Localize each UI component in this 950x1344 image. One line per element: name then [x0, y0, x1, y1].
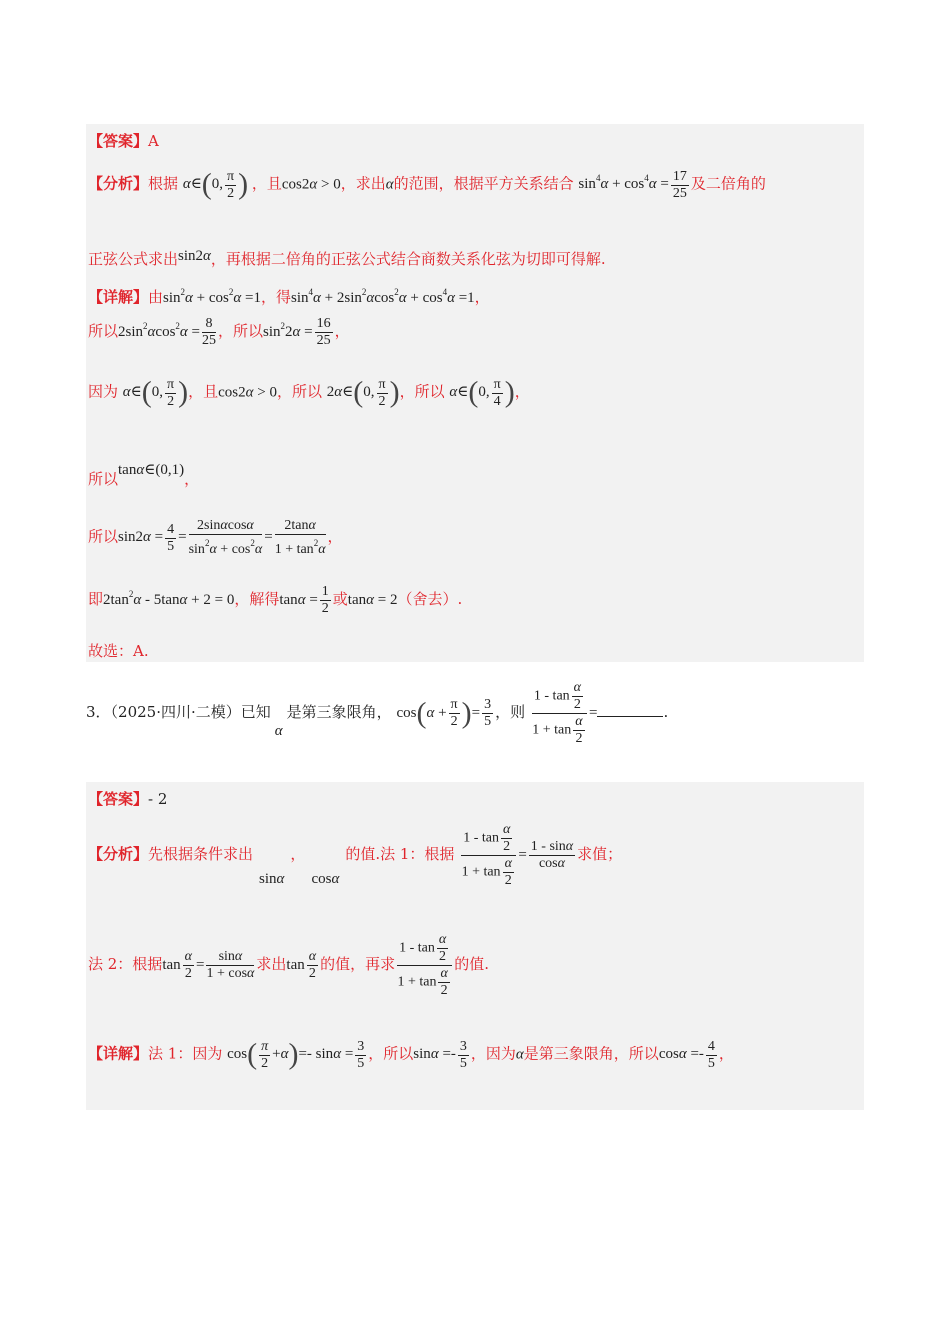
detail-text: ，得 [260, 288, 291, 306]
answer-line [88, 130, 159, 151]
detail-line-3 [88, 376, 530, 410]
math-solution-1: tanα = $\frac{1}{2}$ [279, 584, 329, 616]
detail-text: ， [718, 1044, 734, 1063]
detail-text: ， [334, 321, 350, 340]
analysis-text: 求值； [577, 844, 623, 863]
conclusion-line [88, 640, 149, 661]
math-alpha: α [385, 176, 394, 193]
detail-text: 由 [148, 288, 164, 306]
math-given: cos(α + $\frac{\pi}{2}$ )= $\frac{3}{5}$ [396, 696, 492, 730]
detail-line-4 [88, 460, 199, 489]
detail-tag: 【详解】 [88, 288, 149, 306]
answer-panel-1 [86, 124, 864, 662]
math-cond-2a: 2α∈(0, $\frac{\pi}{2}$ ) [326, 376, 400, 409]
detail-line-2 [88, 316, 350, 349]
detail-text: 法 1：因为 [148, 1044, 223, 1063]
math-target-expr: 1 - tan $\frac{\alpha}{2}$ 1 + tan $\frac{\alpha}{2}$ = [532, 680, 598, 746]
question-text: 是第三象限角， [286, 702, 392, 721]
math-cond-a4: α∈(0, $\frac{\pi}{4}$ ) [449, 376, 515, 409]
math-tan-half: tan $\frac{\alpha}{2}$ [286, 949, 317, 981]
math-identity: $\sin^2\alpha + \cos^2\alpha =1$ [163, 287, 261, 306]
math-half-angle: tan $\frac{\alpha}{2}$ = $\frac{\sin\alpha}{1 + \cos\alpha}$ [162, 949, 255, 981]
math-method1: 1 - tan $\frac{\alpha}{2}$ 1 + tan $\frac{\alpha}{2}$ = $\frac{1 - \sin\alpha}{\cos\alpha}$ [461, 822, 574, 888]
question-text: . [663, 702, 669, 721]
question-number: 3． [86, 702, 111, 721]
analysis-text: 的范围，根据平方关系结合 [393, 174, 574, 193]
analysis-line-1 [88, 168, 766, 202]
detail-text: 或 [332, 589, 348, 608]
math-tan-range: tanα∈(0,1) [118, 462, 185, 478]
detail-text: ，因为 [470, 1044, 516, 1063]
detail-text: ，解得 [234, 589, 280, 608]
analysis-text: ，再根据二倍角的正弦公式结合商数关系化弦为切即可得解. [210, 250, 606, 268]
answer-panel-2 [86, 782, 864, 1110]
math-sin22a: $\sin^22\alpha$ = $\frac{16}{25}$ [263, 316, 331, 348]
analysis-text: 及二倍角的 [690, 174, 766, 193]
analysis-text: 的值.法 1：根据 [345, 844, 455, 863]
analysis-line-2 [88, 248, 606, 269]
analysis-text: 求出 [256, 954, 287, 973]
math-cos-a: cosα [311, 870, 340, 887]
analysis-text: 正弦公式求出 [88, 250, 179, 268]
analysis-text: 的值，再求 [320, 954, 396, 973]
answer-tag: 【答案】 [88, 132, 149, 150]
analysis-text: ，求出 [340, 174, 386, 193]
math-sin2a-chain: sin2α = $\frac{4}{5}$ = $\frac{2\sin\alpha\cos\alpha}{\sin^2\alpha + \cos^2\alpha}$ = $\frac{2\tan\alpha}{1 + \tan^2\alpha}$ [118, 518, 326, 557]
detail-text: ，所以 [218, 321, 264, 340]
detail-text: 所以 [88, 470, 119, 488]
analysis-line-1 [88, 822, 622, 889]
detail-text: ，且 [188, 382, 219, 401]
answer-tag: 【答案】 [88, 790, 149, 808]
math-cos2a: cos2α > 0 [281, 176, 341, 193]
math-cond-a: α∈(0, $\frac{\pi}{2}$ ) [122, 376, 189, 409]
math-cos-value: cosα =- $\frac{4}{5}$ [658, 1038, 715, 1071]
detail-text: 所以 [88, 527, 119, 546]
detail-line-1 [88, 1038, 734, 1072]
answer-value: A [148, 132, 159, 150]
analysis-text: ， [290, 844, 306, 863]
math-cos2a: cos2α > 0 [218, 384, 277, 401]
analysis-line-2 [88, 932, 489, 999]
answer-line [88, 788, 167, 809]
math-cos-shift: cos( $\frac{\pi}{2}$ +α)=- sinα = $\frac{3}{5}$ [227, 1038, 365, 1071]
detail-text: 因为 [88, 382, 119, 401]
conclusion-text: 故选：A. [88, 642, 149, 660]
question-text: 已知 [240, 702, 271, 721]
detail-text: 所以 [88, 321, 119, 340]
math-sin2a: sin2α [178, 248, 211, 264]
analysis-text: 根据 [148, 174, 179, 193]
answer-value: - 2 [148, 790, 168, 808]
question-source: （2025·四川·二模） [110, 702, 241, 721]
math-alpha: α [515, 1046, 524, 1063]
math-solution-2: tanα = 2 [347, 591, 398, 608]
analysis-text: ，且 [251, 174, 282, 193]
math-cond-alpha-range: α∈(0, $\frac{\pi}{2}$ ) [182, 168, 249, 201]
detail-tag: 【详解】 [88, 1044, 149, 1063]
analysis-tag: 【分析】 [88, 174, 149, 193]
detail-text: 是第三象限角，所以 [523, 1044, 659, 1063]
detail-text: （舍去）. [397, 589, 463, 608]
math-method2-expr: 1 - tan $\frac{\alpha}{2}$ 1 + tan $\frac{\alpha}{2}$ [395, 957, 454, 973]
detail-line-6 [88, 584, 462, 617]
math-quadratic: $2\tan^2\alpha - 5\tan\alpha + 2 = 0$ [103, 588, 235, 608]
math-sin4-cos4: $\sin^4\alpha + \cos^4\alpha$ = $\frac{17}{25}$ [578, 168, 687, 201]
detail-text: ， [327, 527, 343, 546]
math-sin-a: sinα [259, 870, 285, 887]
detail-text: 即 [88, 589, 104, 608]
detail-text: ， [474, 288, 490, 306]
detail-text: ，所以 [399, 382, 445, 401]
analysis-text: 的值. [454, 954, 490, 973]
math-expanded: $\sin^4\alpha + 2\sin^2\alpha\cos^2\alpha + \cos^4\alpha =1$ [291, 287, 475, 306]
analysis-tag: 【分析】 [88, 844, 149, 863]
math-sin-value: sinα =- $\frac{3}{5}$ [413, 1038, 467, 1071]
question-text: ，则 [495, 702, 526, 721]
detail-text: ，所以 [368, 1044, 414, 1063]
detail-text: ， [514, 382, 530, 401]
detail-line-1 [88, 286, 490, 307]
answer-blank[interactable] [597, 704, 663, 717]
analysis-text: 先根据条件求出 [148, 844, 254, 863]
detail-text: ， [184, 470, 200, 488]
detail-text: ，所以 [276, 382, 322, 401]
question-3 [86, 680, 668, 747]
math-2sincos: $2\sin^2\alpha\cos^2\alpha$ = $\frac{8}{25}$ [118, 316, 216, 348]
detail-line-5 [88, 518, 343, 558]
analysis-text: 法 2：根据 [88, 954, 163, 973]
math-alpha: α [274, 722, 283, 739]
